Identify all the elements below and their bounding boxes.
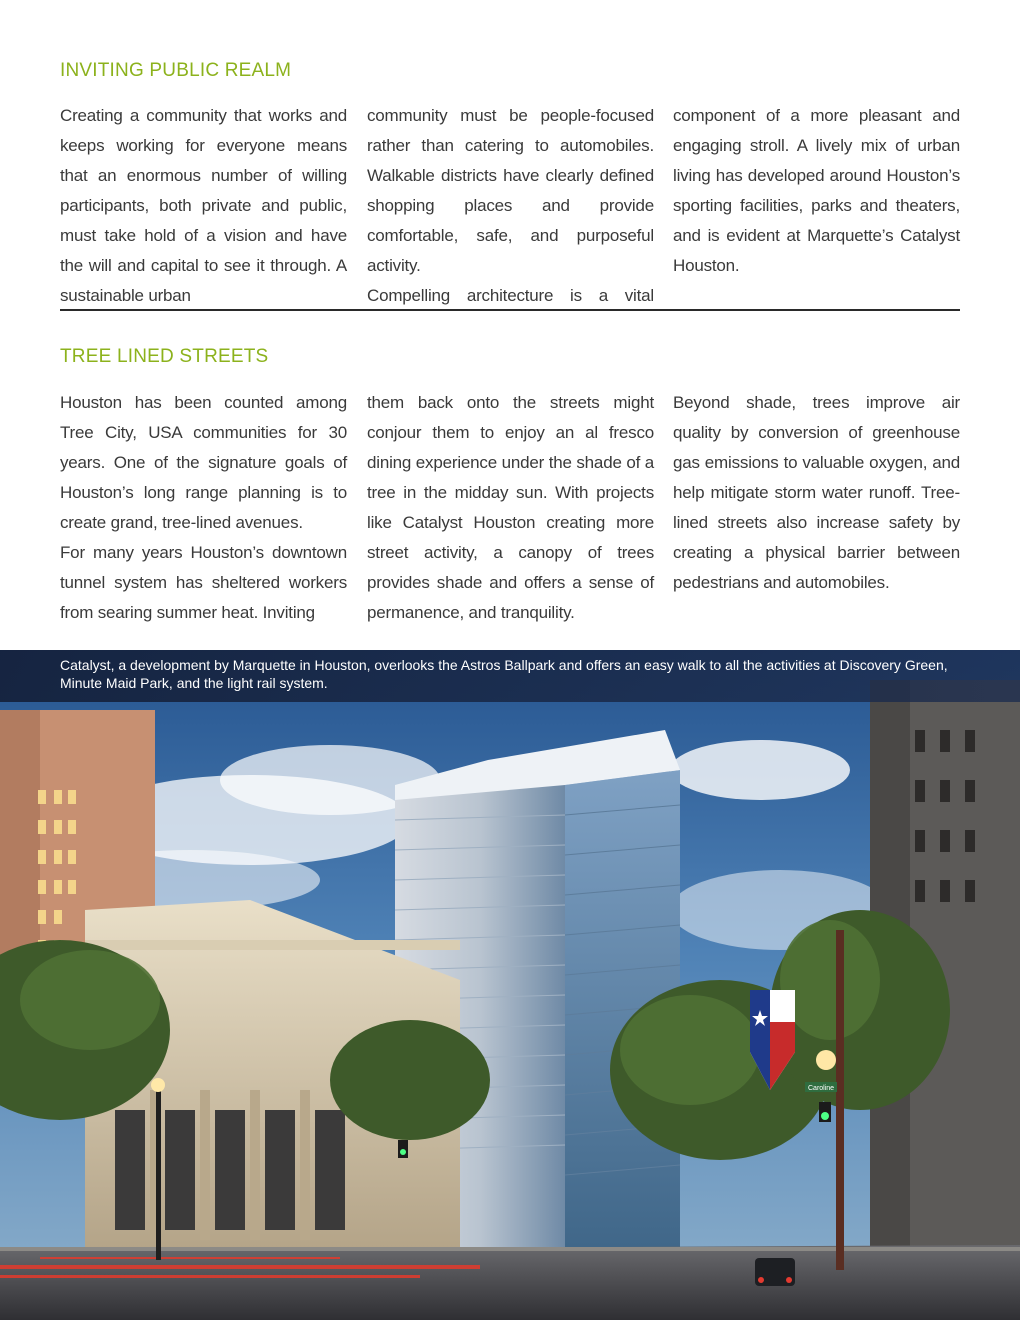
public-realm-column-1 — [60, 101, 347, 311]
street-sign-label: Caroline — [808, 1085, 835, 1092]
section-divider — [60, 309, 960, 311]
paragraph: Compelling architecture is a vital — [367, 286, 654, 305]
public-realm-column-3 — [673, 101, 960, 281]
street-scene-illustration — [0, 650, 1020, 1320]
paragraph: For many years Houston’s downtown tunnel system has sheltered workers from searing summer heat. Inviting — [60, 543, 347, 622]
caption-bar — [0, 650, 1020, 702]
section-heading-tree-lined-streets: TREE LINED STREETS — [60, 346, 269, 367]
tree-lined-column-2 — [367, 388, 654, 628]
photo-caption: Catalyst, a development by Marquette in Houston, overlooks the Astros Ballpark and offers an easy walk to all the activities at Discovery Green, Minute Maid Park, and the light rail system. — [60, 657, 948, 691]
paragraph: community must be people-focused rather than catering to automobiles. Walkable districts have clearly defined shopping places and provide comfortable, safe, and purposeful activity. — [367, 106, 654, 275]
tree-lined-column-3 — [673, 388, 960, 598]
paragraph: Creating a community that works and keeps working for everyone means that an enormous number of willing participants, both private and public, must take hold of a vision and have the will and capital to see it through. A sustainable urban — [60, 106, 347, 305]
paragraph: Houston has been counted among Tree City, USA communities for 30 years. One of the signature goals of Houston’s long range planning is to create grand, tree-lined avenues. — [60, 393, 347, 532]
public-realm-column-2 — [367, 101, 654, 311]
street-photo — [0, 650, 1020, 1320]
paragraph: them back onto the streets might conjour them to enjoy an al fresco dining experience under the shade of a tree in the midday sun. With projects like Catalyst Houston creating more street activity, a canopy of trees provides shade and offers a sense of permanence, and tranquility. — [367, 393, 654, 622]
section-heading-public-realm: INVITING PUBLIC REALM — [60, 60, 292, 81]
tree-lined-column-1 — [60, 388, 347, 628]
paragraph: component of a more pleasant and engaging stroll. A lively mix of urban living has developed around Houston’s sporting facilities, parks and theaters, and is evident at Marquette’s Catalyst Houston. — [673, 106, 960, 275]
paragraph: Beyond shade, trees improve air quality by conversion of greenhouse gas emissions to valuable oxygen, and help mitigate storm water runoff. Tree-lined streets also increase safety by creating a physical barrier between pedestrians and automobiles. — [673, 393, 960, 592]
